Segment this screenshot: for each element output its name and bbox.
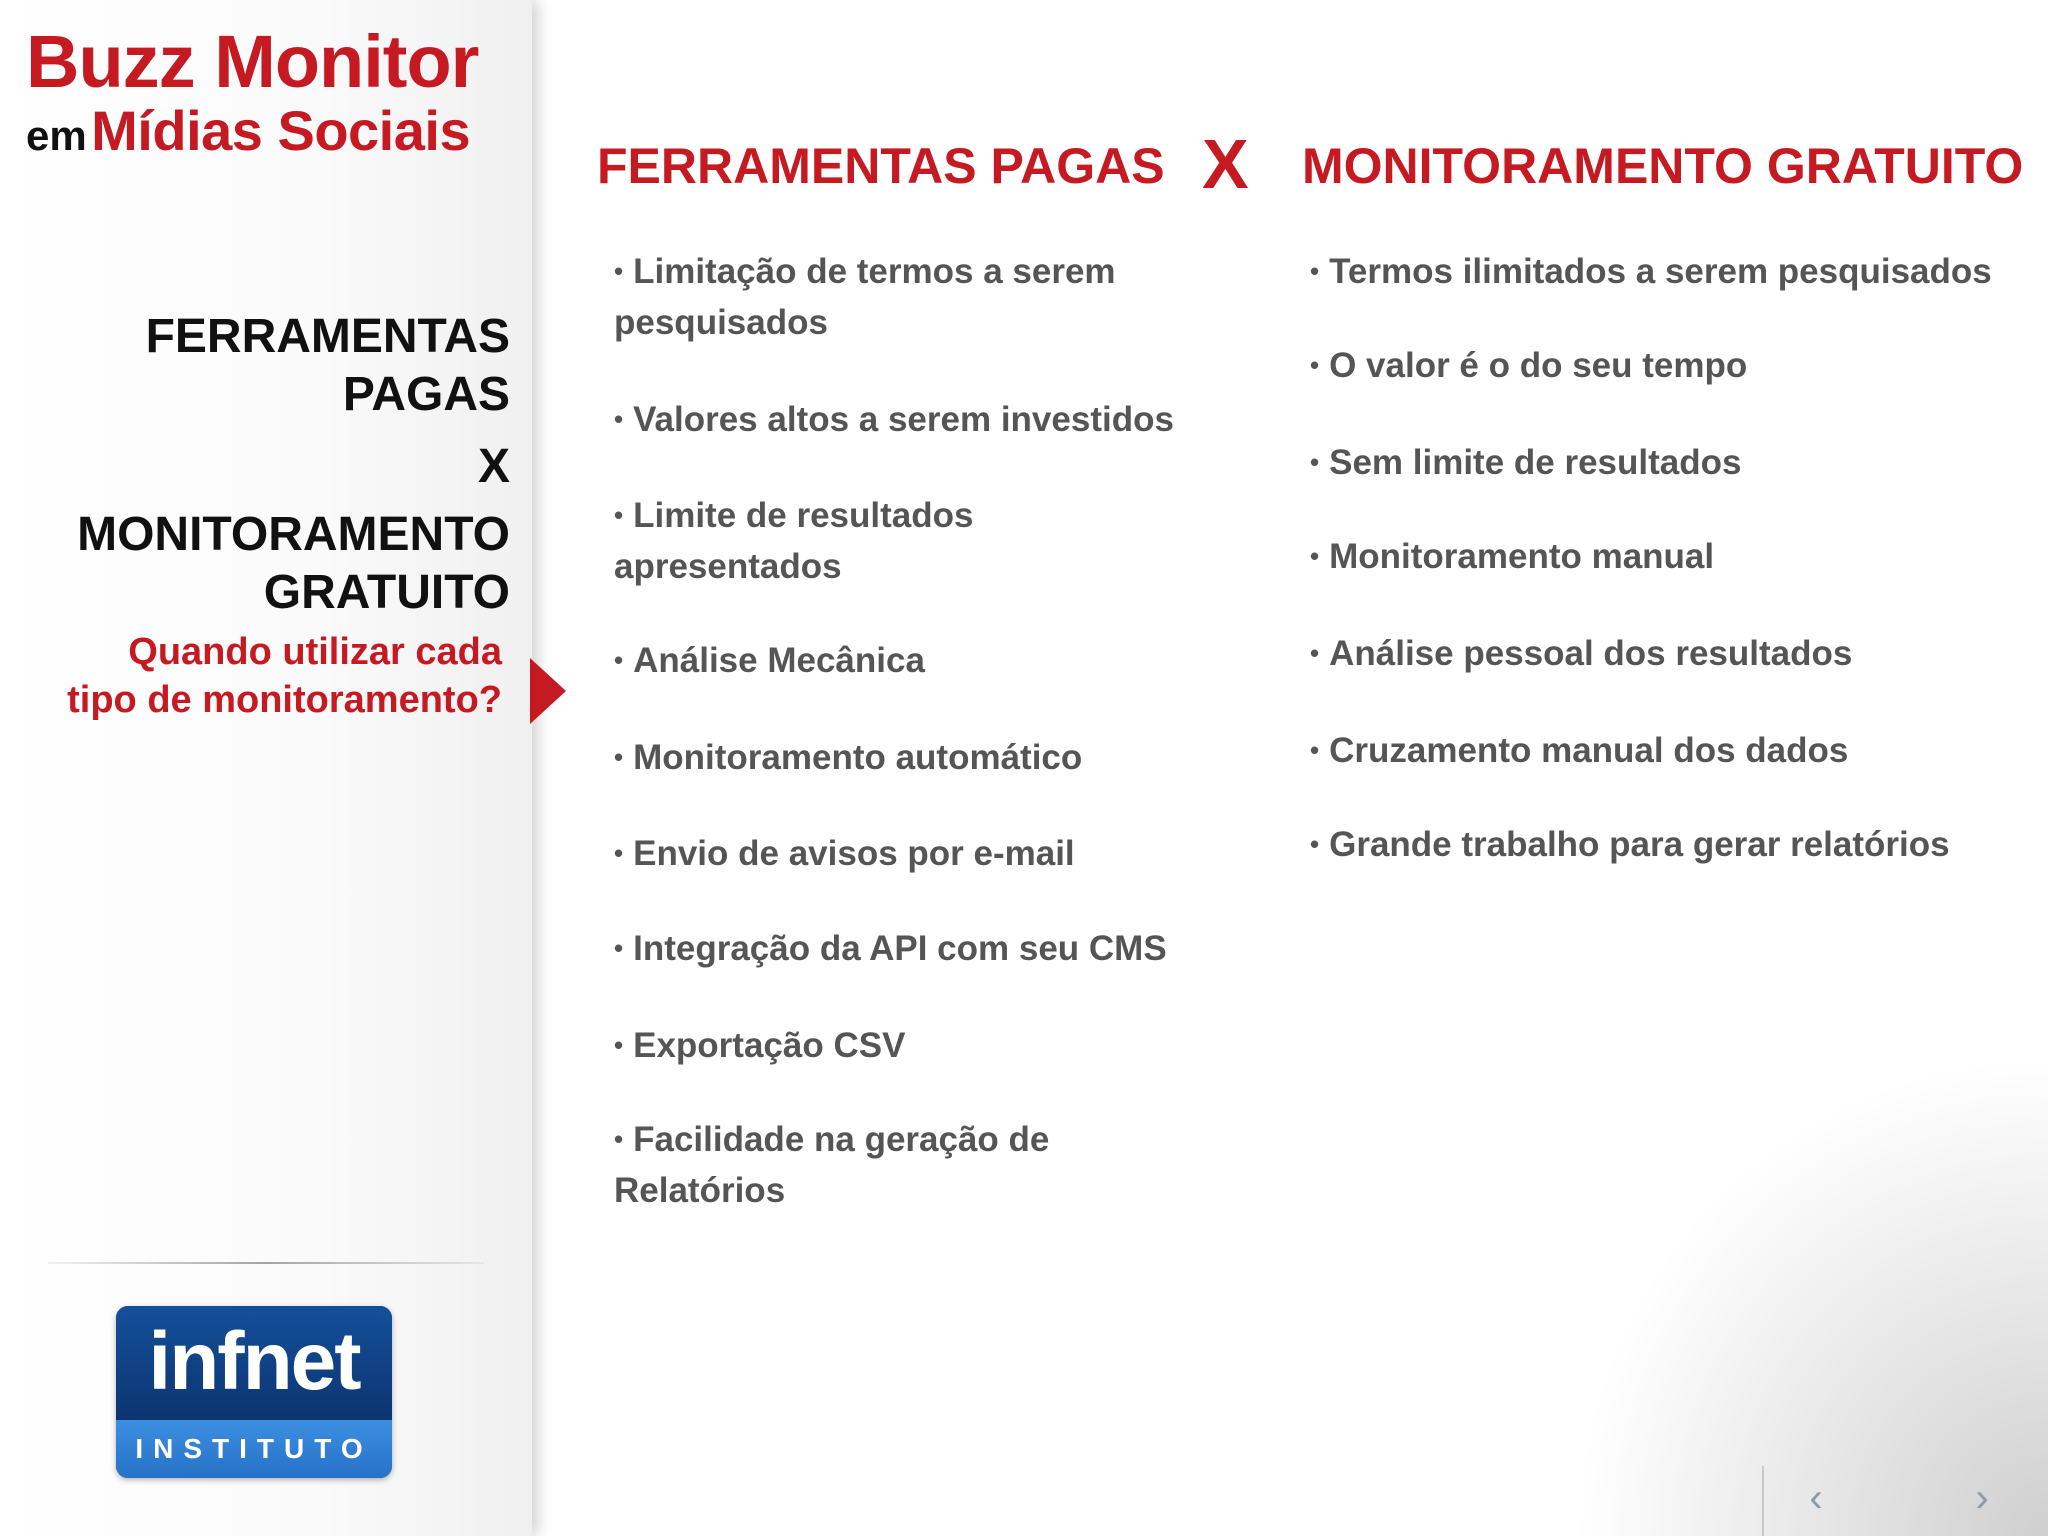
list-item: • Limitação de termos a serem pesquisados [614, 246, 1174, 348]
list-item: • Monitoramento automático [614, 732, 1214, 783]
list-item: • Cruzamento manual dos dados [1310, 725, 2030, 776]
brand-subtitle-prefix: em [26, 112, 87, 159]
list-item: • Exportação CSV [614, 1020, 1214, 1071]
brand-title: Buzz Monitor [26, 20, 479, 103]
section-title-line1: FERRAMENTAS [145, 310, 510, 363]
list-item: • Sem limite de resultados [1310, 437, 2030, 488]
section-title-line3: MONITORAMENTO [77, 508, 510, 561]
sidebar-divider [48, 1262, 484, 1264]
brand-logo [26, 22, 526, 177]
brand-subtitle [26, 100, 526, 177]
chevron-left-icon: ‹ [1809, 1476, 1823, 1520]
previous-page-button[interactable] [1788, 1470, 1844, 1526]
list-item: • Análise pessoal dos resultados [1310, 628, 2030, 679]
sidebar [0, 0, 532, 1536]
list-item: • Grande trabalho para gerar relatórios [1310, 819, 2030, 870]
section-title-x: X [477, 440, 510, 493]
list-item: • Facilidade na geração de Relatórios [614, 1114, 1114, 1216]
logo-tagline: INSTITUTO [116, 1420, 392, 1478]
list-item: • Análise Mecânica [614, 635, 1214, 686]
logo-wordmark: infnet [116, 1306, 392, 1420]
list-item: • Limite de resultados apresentados [614, 490, 1034, 592]
section-subtitle [22, 628, 502, 724]
main-content [532, 0, 2048, 1536]
list-item: • Integração da API com seu CMS [614, 923, 1214, 974]
list-item: • Envio de avisos por e-mail [614, 828, 1214, 879]
section-title-line4: GRATUITO [263, 566, 510, 619]
section-subtitle-line1: Quando utilizar cada [128, 631, 502, 673]
list-item: • Valores altos a serem investidos [614, 394, 1214, 445]
list-item: • O valor é o do seu tempo [1310, 340, 2030, 391]
versus-separator: X [1202, 125, 1249, 203]
next-page-button[interactable] [1954, 1470, 2010, 1526]
nav-separator [1762, 1466, 1764, 1536]
free-monitoring-heading: MONITORAMENTO GRATUITO [1302, 138, 2024, 194]
brand-subtitle-main: Mídias Sociais [91, 99, 471, 162]
infnet-logo [116, 1306, 392, 1478]
section-subtitle-line2: tipo de monitoramento? [67, 679, 502, 721]
list-item: • Termos ilimitados a serem pesquisados [1310, 246, 2030, 297]
section-title [10, 308, 510, 622]
active-section-pointer-icon [530, 658, 566, 724]
chevron-right-icon: › [1975, 1476, 1989, 1520]
section-title-line2: PAGAS [342, 368, 510, 421]
list-item: • Monitoramento manual [1310, 531, 2030, 582]
paid-tools-heading: FERRAMENTAS PAGAS [597, 138, 1165, 194]
